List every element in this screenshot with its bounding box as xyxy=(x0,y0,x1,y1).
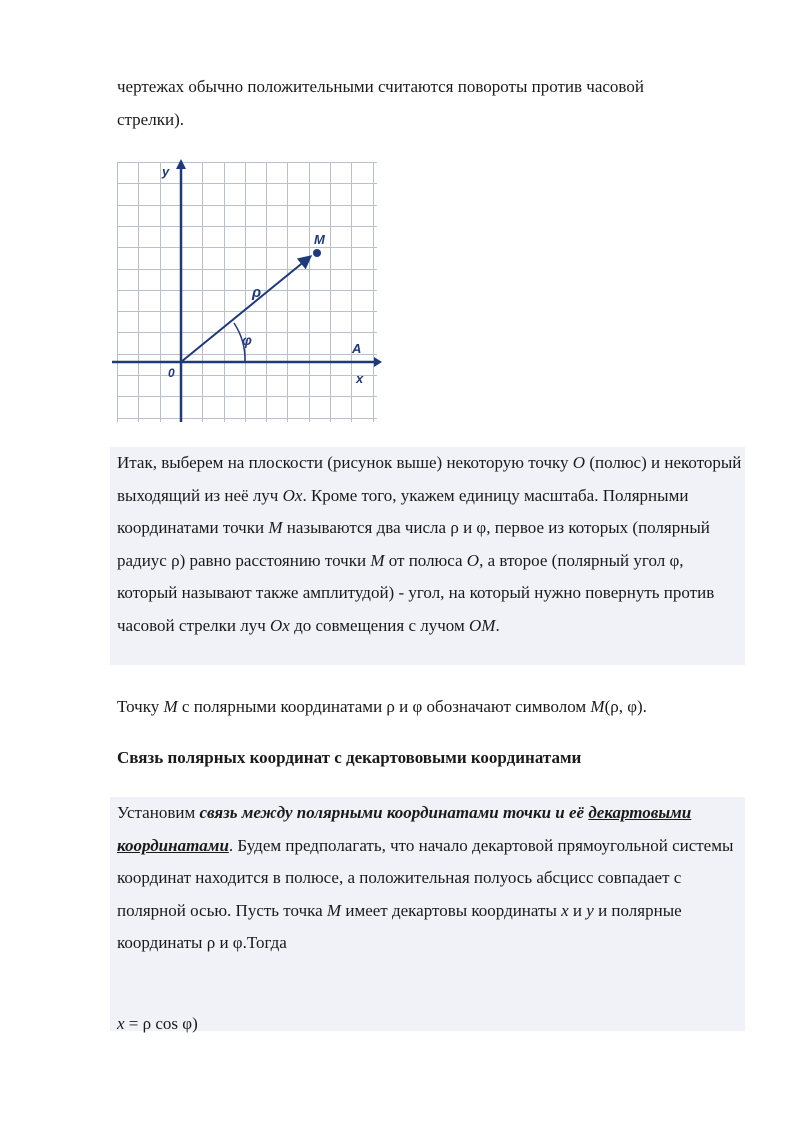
section-heading: Связь полярных координат с декартововыми координатами xyxy=(117,748,582,767)
origin-label: 0 xyxy=(168,366,175,380)
polar-coordinates-figure xyxy=(112,157,382,427)
ray-label-a: A xyxy=(352,341,362,356)
y-axis-arrow-icon xyxy=(176,159,186,169)
cartesian-coordinates-link[interactable]: декартовыми координатами xyxy=(117,803,692,855)
point-m-label: M xyxy=(314,232,325,247)
x-axis-arrow-icon xyxy=(374,357,382,367)
radius-label: ρ xyxy=(252,284,262,301)
x-axis-label: x xyxy=(356,371,364,386)
polar-definition-paragraph: Итак, выберем на плоскости (рисунок выше) некоторую точку O (полюс) и некоторый выходящий из неё луч Ox. Кроме того, укажем единицу масштаба. Полярными координатами точки M называются два числа ρ и φ, первое из которых (полярный радиус ρ) равно расстоянию точки M от полюса O, а второе (полярный угол φ, который называют также амплитудой) - угол, на который нужно повернуть против часовой стрелки луч Ox до совмещения с лучом OM. xyxy=(117,453,742,635)
grid xyxy=(117,162,377,422)
intro-paragraph-top: чертежах обычно положительными считаются повороты против часовой стрелки). xyxy=(117,77,644,129)
y-axis-label: y xyxy=(162,164,170,179)
relation-paragraph: Установим связь между полярными координатами точки и её декартовыми координатами. Будем предполагать, что начало декартовой прямоугольной системы координат находится в полюсе, а положительная полуось абсцисс совпадает с полярной осью. Пусть точка M имеет декартовы координаты x и y и полярные координаты ρ и φ.Тогда xyxy=(117,803,734,952)
polar-diagram-svg xyxy=(112,157,382,427)
formula-x: x = ρ cos φ) xyxy=(117,1014,198,1033)
point-m xyxy=(313,249,321,257)
angle-label: φ xyxy=(242,332,252,348)
notation-paragraph: Точку M с полярными координатами ρ и φ обозначают символом M(ρ, φ). xyxy=(117,697,647,716)
